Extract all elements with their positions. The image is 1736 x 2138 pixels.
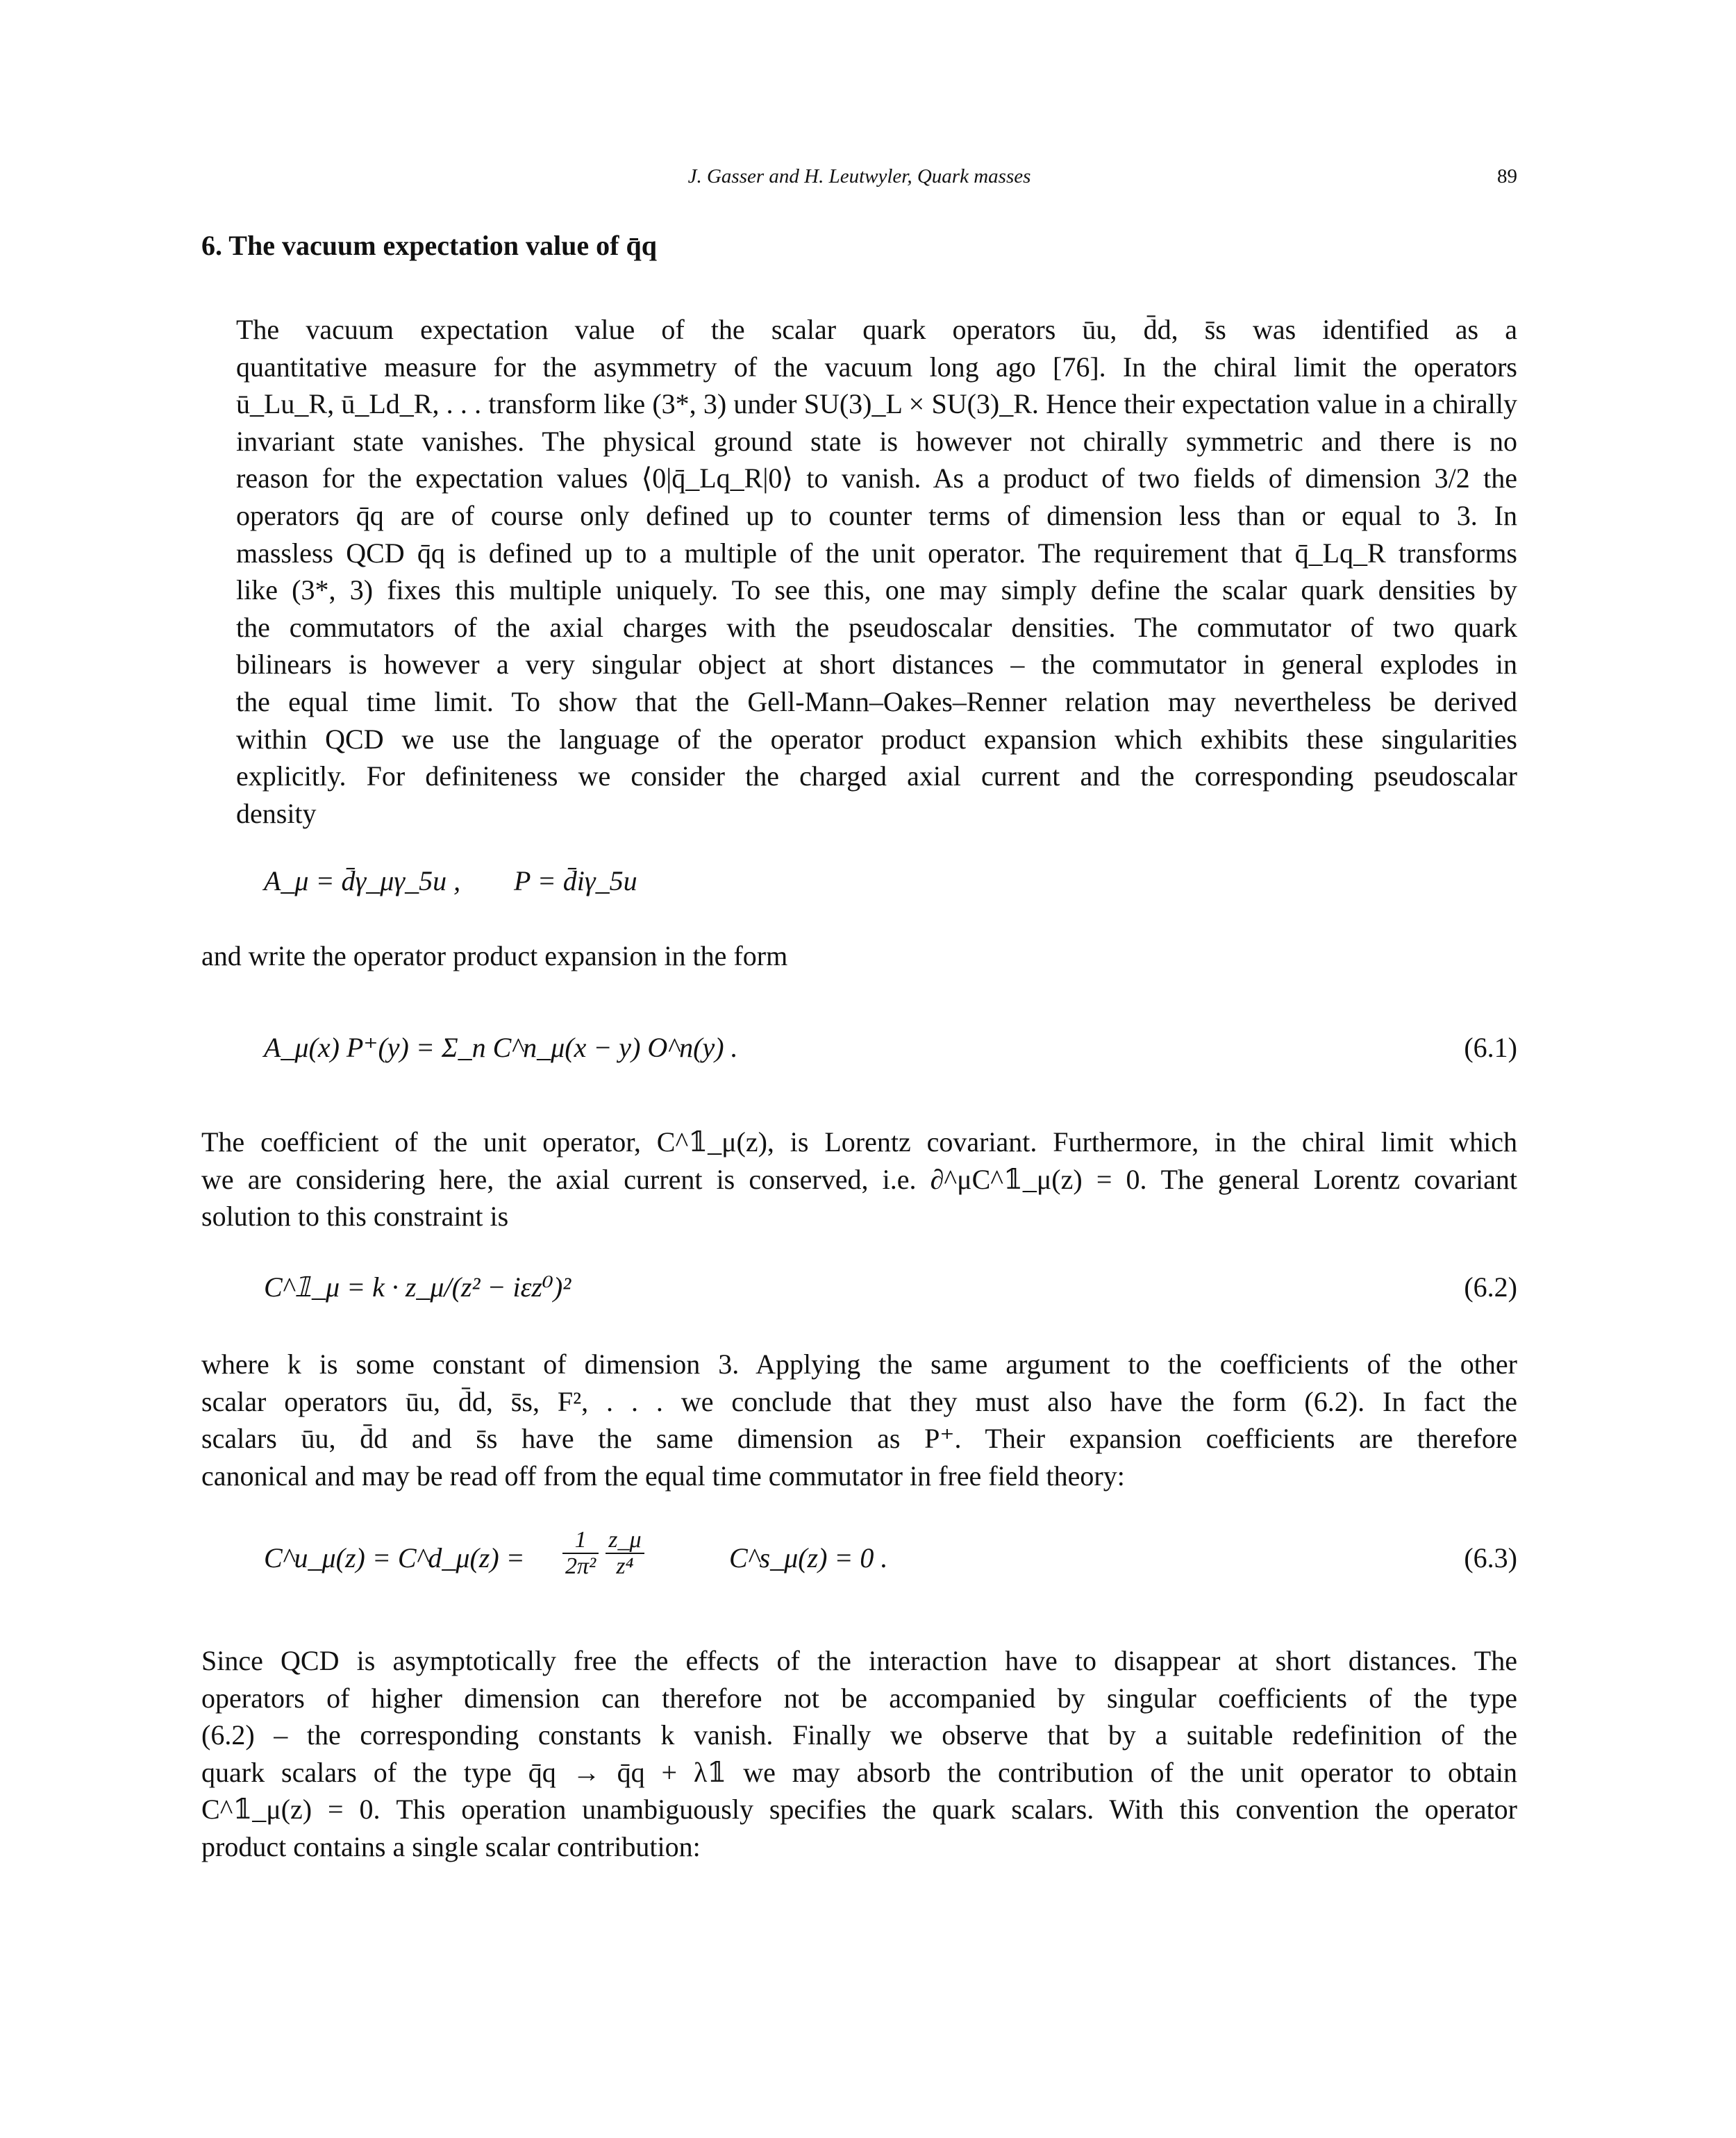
text-line: we are considering here, the axial current is conserved, i.e. ∂^μC^𝟙_μ(z) = 0. The general Lorentz covariant	[201, 1163, 1517, 1195]
text-line: the equal time limit. To show that the Gell-Mann–Oakes–Renner relation may nevertheless be derived	[236, 685, 1517, 717]
section-title: 6. The vacuum expectation value of q̄q	[201, 230, 657, 261]
text-line: density	[236, 797, 317, 829]
equation-definitions	[264, 865, 1517, 913]
text-line: The vacuum expectation value of the scalar quark operators ūu, d̄d, s̄s was identified as a	[236, 314, 1517, 345]
text-line: quantitative measure for the asymmetry of the vacuum long ago [76]. In the chiral limit the operators	[236, 351, 1517, 383]
text-line: invariant state vanishes. The physical ground state is however not chirally symmetric and there is no	[236, 425, 1517, 457]
paragraph-ope-intro	[201, 937, 1517, 975]
text-line: scalar operators ūu, d̄d, s̄s, F², . . . we conclude that they must also have the form (6.2). In fact the	[201, 1385, 1517, 1417]
paragraph-asymptotic-freedom	[201, 1642, 1517, 1866]
equation-fraction	[562, 1528, 644, 1578]
paragraph-intro	[201, 311, 1517, 832]
equation-pseudoscalar-density: P = d̄iγ_5u	[514, 865, 637, 896]
paragraph-unit-operator	[201, 1124, 1517, 1235]
equation-rhs: C^s_μ(z) = 0 .	[729, 1542, 888, 1573]
text-line: like (3*, 3) fixes this multiple uniquely. To see this, one may simply define the scalar quark densities by	[236, 574, 1517, 606]
equation-number: (6.1)	[1464, 1032, 1517, 1063]
text-line: the commutators of the axial charges with the pseudoscalar densities. The commutator of two quark	[236, 611, 1517, 643]
fraction-z-over-z4	[606, 1528, 644, 1578]
text-line: and write the operator product expansion in the form	[201, 940, 788, 971]
text-line: (6.2) – the corresponding constants k vanish. Finally we observe that by a suitable redefinition of the	[201, 1719, 1517, 1751]
text-line: ū_Lu_R, ū_Ld_R, . . . transform like (3*, 3) under SU(3)_L × SU(3)_R. Hence their expectation value in a chirally	[236, 388, 1517, 420]
text-line: quark scalars of the type q̄q → q̄q + λ𝟙 we may absorb the contribution of the unit operator to obtain	[201, 1756, 1517, 1788]
running-head	[201, 165, 1517, 193]
text-line: solution to this constraint is	[201, 1201, 509, 1233]
equation-number: (6.3)	[1464, 1542, 1517, 1573]
text-line: C^𝟙_μ(z) = 0. This operation unambiguously specifies the quark scalars. With this convention the operator	[201, 1794, 1517, 1826]
fraction-denominator: z⁴	[616, 1553, 634, 1579]
fraction-numerator: z_μ	[606, 1528, 644, 1554]
text-line: explicitly. For definiteness we consider the charged axial current and the corresponding pseudoscalar	[236, 760, 1517, 792]
text-line: reason for the expectation values ⟨0|q̄_Lq_R|0⟩ to vanish. As a product of two fields of dimension 3/2 the	[236, 462, 1517, 494]
text-line: product contains a single scalar contribution:	[201, 1830, 701, 1862]
running-title: J. Gasser and H. Leutwyler, Quark masses	[687, 165, 1031, 187]
paragraph-scalar-operators	[201, 1346, 1517, 1494]
fraction-one-over-2pi2	[562, 1528, 599, 1578]
equation-6-3	[264, 1528, 1517, 1604]
text-line: canonical and may be read off from the equal time commutator in free field theory:	[201, 1460, 1125, 1492]
text-line: The coefficient of the unit operator, C^𝟙_μ(z), is Lorentz covariant. Furthermore, in the chiral limit which	[201, 1126, 1517, 1158]
text-line: Since QCD is asymptotically free the effects of the interaction have to disappear at short distances. The	[201, 1645, 1517, 1676]
equation-number: (6.2)	[1464, 1271, 1517, 1303]
equation-6-1	[264, 1031, 1517, 1080]
equation-expression: C^𝟙_μ = k · z_μ/(z² − iεz⁰)²	[264, 1271, 571, 1303]
text-line: within QCD we use the language of the operator product expansion which exhibits these singularities	[236, 723, 1517, 755]
equation-axial-current: A_μ = d̄γ_μγ_5u ,	[264, 865, 461, 896]
text-line: bilinears is however a very singular object at short distances – the commutator in general explodes in	[236, 649, 1517, 680]
fraction-denominator: 2π²	[565, 1553, 596, 1579]
equation-lhs: C^u_μ(z) = C^d_μ(z) =	[264, 1542, 525, 1573]
text-line: operators of higher dimension can therefore not be accompanied by singular coefficients of the type	[201, 1682, 1517, 1714]
text-line: where k is some constant of dimension 3. Applying the same argument to the coefficients of the other	[201, 1348, 1517, 1380]
page-number: 89	[1497, 165, 1517, 187]
text-line: operators q̄q are of course only defined up to counter terms of dimension less than or equal to 3. In	[236, 499, 1517, 531]
text-line: scalars ūu, d̄d and s̄s have the same dimension as P⁺. Their expansion coefficients are therefore	[201, 1423, 1517, 1455]
equation-expression: A_μ(x) P⁺(y) = Σ_n C^n_μ(x − y) O^n(y) .	[264, 1032, 738, 1063]
equation-6-2	[264, 1271, 1517, 1319]
text-line: massless QCD q̄q is defined up to a multiple of the unit operator. The requirement that q̄_Lq_R transforms	[236, 537, 1517, 569]
fraction-numerator: 1	[562, 1528, 599, 1554]
